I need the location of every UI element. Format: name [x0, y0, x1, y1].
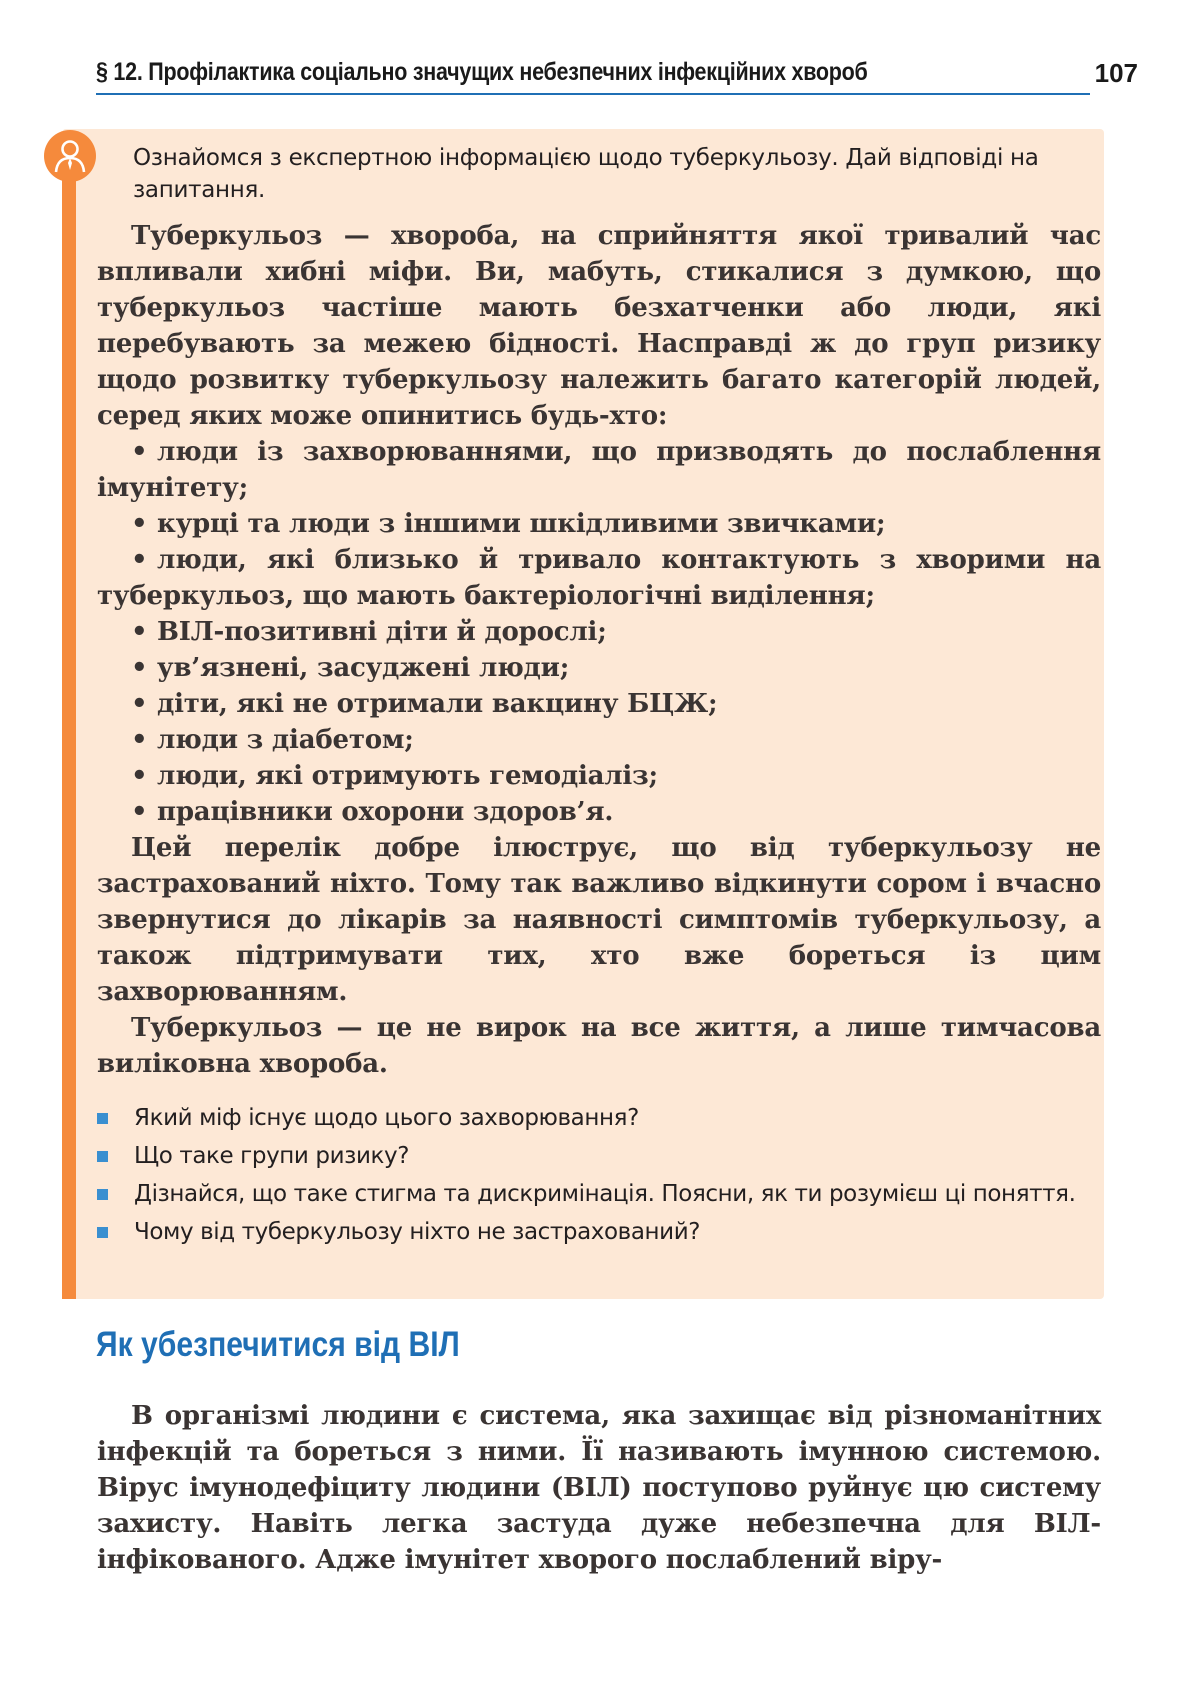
square-bullet-icon — [97, 1227, 108, 1238]
expert-text — [97, 218, 1101, 1082]
section-paragraph: В організмі людини є система, яка захищає від різноманітних інфекцій та бореться з ними. Її називають імунною системою. Вірус імунодефіциту людини (ВІЛ) поступово руйнує цю систему захисту. Навіть легка застуда дуже небезпечна для ВІЛ-інфікованого. Адже імунітет хворого послаблений віру- — [97, 1401, 1101, 1575]
square-bullet-icon — [97, 1113, 108, 1124]
header-rule — [96, 93, 1090, 95]
list-item: • курці та люди з іншими шкідливими звичками; — [97, 506, 1101, 542]
bullet-dot-icon: • — [131, 761, 148, 791]
page-header — [96, 58, 1138, 94]
bullet-dot-icon: • — [131, 617, 148, 647]
expert-intro: Ознайомся з експертною інформацією щодо туберкульозу. Дай відповіді на запитання. — [133, 145, 1039, 203]
bullet-dot-icon: • — [131, 437, 148, 467]
page-number: 107 — [1094, 58, 1138, 88]
question-item: Який міф існує щодо цього захворювання? — [97, 1102, 1101, 1134]
question-item: Що таке групи ризику? — [97, 1140, 1101, 1172]
panel-accent-bar — [62, 160, 76, 1299]
bullet-dot-icon: • — [131, 797, 148, 827]
expert-paragraph: Туберкульоз — це не вирок на все життя, а лише тимчасова виліковна хвороба. — [97, 1013, 1101, 1079]
bullet-dot-icon: • — [131, 509, 148, 539]
square-bullet-icon — [97, 1189, 108, 1200]
section-running-title: § 12. Профілактика соціально значущих небезпечних інфекційних хвороб — [96, 58, 868, 86]
list-item: • люди з діабетом; — [97, 722, 1101, 758]
expert-person-icon — [44, 130, 96, 182]
question-item: Дізнайся, що таке стигма та дискримінація. Поясни, як ти розумієш ці поняття. — [97, 1178, 1101, 1210]
bullet-dot-icon: • — [131, 545, 148, 575]
bullet-dot-icon: • — [131, 725, 148, 755]
expert-paragraph: Цей перелік добре ілюструє, що від туберкульозу не застрахований ніхто. Тому так важливо відкинути сором і вчасно звернутися до лікарів за наявності симптомів туберкульозу, а також підтримувати тих, хто вже бореться із цим захворюванням. — [97, 833, 1101, 1007]
question-item: Чому від туберкульозу ніхто не застрахований? — [97, 1216, 1101, 1248]
risk-group-list — [97, 434, 1101, 830]
list-item: • ув’язнені, засуджені люди; — [97, 650, 1101, 686]
section-heading: Як убезпечитися від ВІЛ — [96, 1325, 460, 1364]
list-item: • люди, які отримують гемодіаліз; — [97, 758, 1101, 794]
section-body — [97, 1398, 1101, 1578]
bullet-dot-icon: • — [131, 653, 148, 683]
list-item: • ВІЛ-позитивні діти й дорослі; — [97, 614, 1101, 650]
question-list — [97, 1102, 1101, 1254]
list-item: • люди, які близько й тривало контактують з хворими на туберкульоз, що мають бактеріологічні виділення; — [97, 542, 1101, 614]
list-item: • працівники охорони здоров’я. — [97, 794, 1101, 830]
list-item: • люди із захворюваннями, що призводять до послаблення імунітету; — [97, 434, 1101, 506]
square-bullet-icon — [97, 1151, 108, 1162]
list-item: • діти, які не отримали вакцину БЦЖ; — [97, 686, 1101, 722]
expert-paragraph: Туберкульоз — хвороба, на сприйняття якої тривалий час впливали хибні міфи. Ви, мабуть, стикалися з думкою, що туберкульоз частіше мають безхатченки або люди, які перебувають за межею бідності. Насправді ж до груп ризику щодо розвитку туберкульозу належить багато категорій людей, серед яких може опинитись будь-хто: — [97, 221, 1101, 431]
bullet-dot-icon: • — [131, 689, 148, 719]
